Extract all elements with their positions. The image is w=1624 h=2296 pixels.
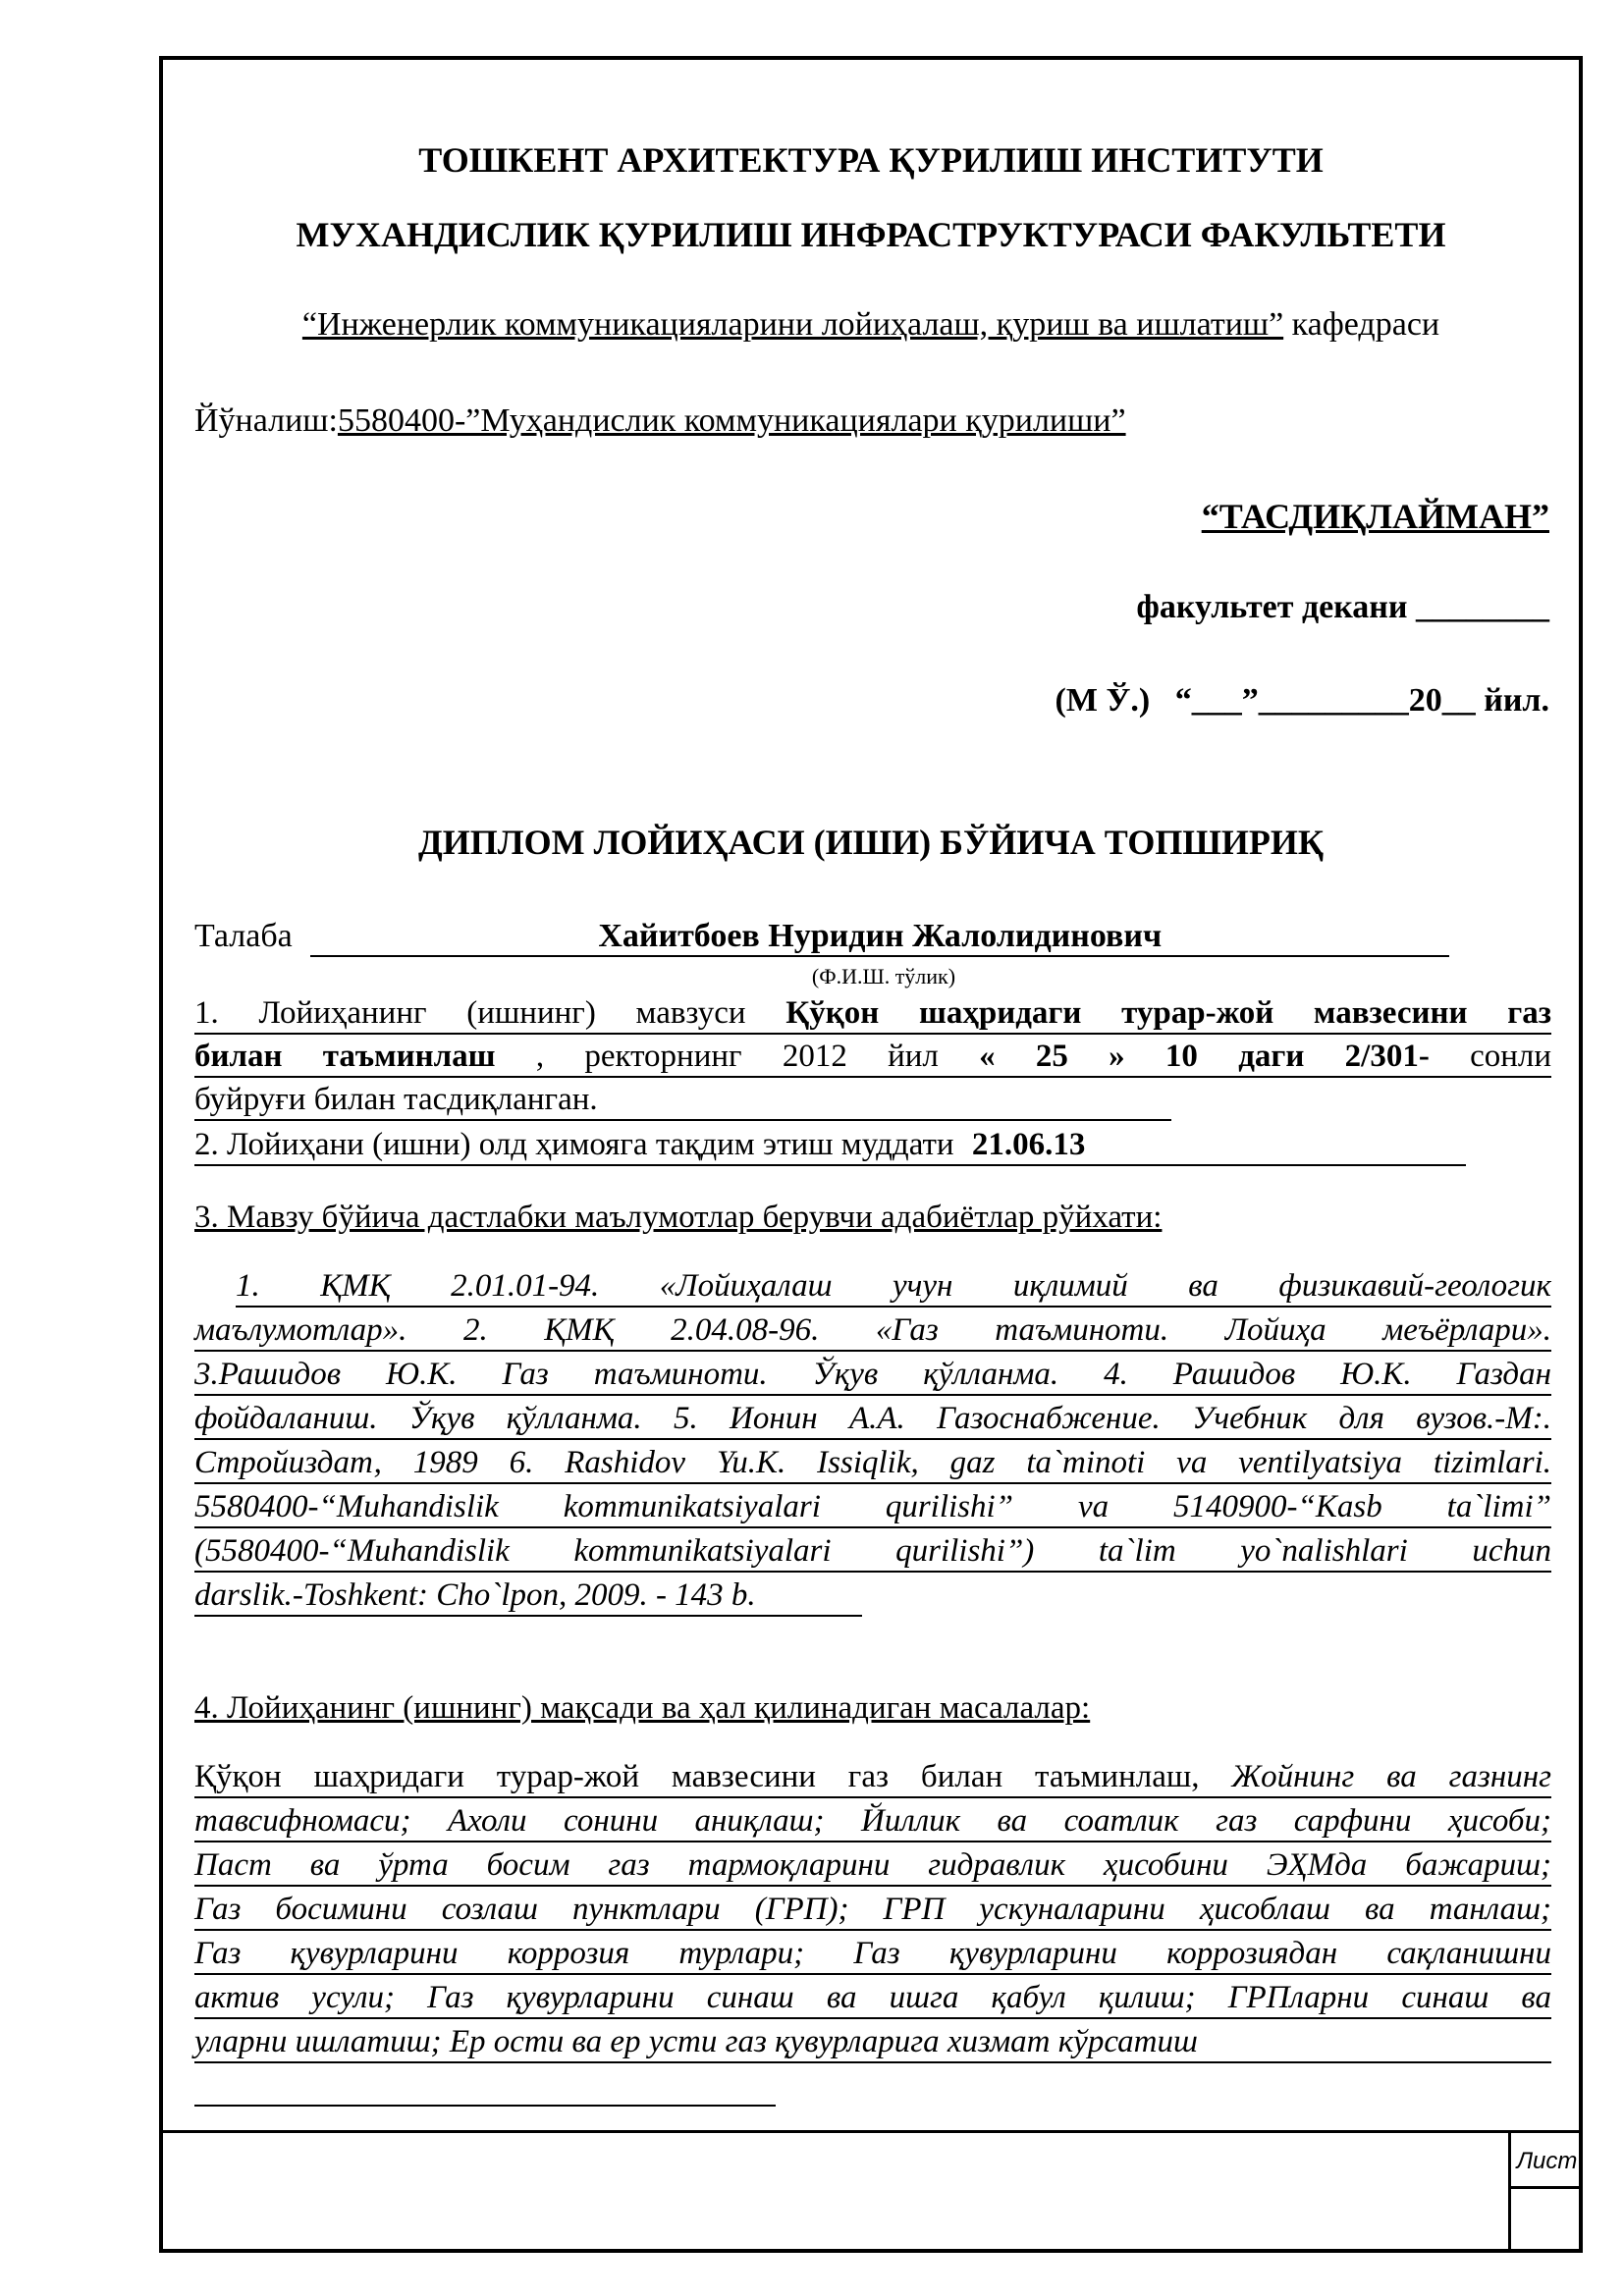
student-label: Талаба [194, 918, 293, 954]
literature-line: 1. ҚМҚ 2.01.01-94. «Лойиҳалаш учун иқлимий ва физикавий-геологик [236, 1266, 1551, 1308]
sheet-number-box [1508, 2130, 1583, 2253]
title-block-divider [159, 2130, 1583, 2133]
objectives-line: актив усули; Газ қувурларини синаш ва ишга қабул қилиш; ГРПларни синаш ва [194, 1978, 1551, 2019]
item-1-rector-order: , ректорнинг 2012 йил [535, 1039, 939, 1074]
objectives-first-task: Жойнинг ва газнинг [1231, 1759, 1552, 1794]
department-suffix: кафедраси [1283, 306, 1440, 343]
objectives-line: Газ босимини созлаш пунктлари (ГРП); ГРП ускуналарини ҳисоблаш ва танлаш; [194, 1890, 1551, 1931]
item-4-heading: 4. Лойиҳанинг (ишнинг) мақсади ва ҳал қилинадиган масалалар: [194, 1690, 1091, 1726]
item-2-date: 21.06.13 [971, 1127, 1086, 1162]
item-1-topic-part-2: билан таъминлаш [194, 1039, 496, 1074]
item-1-order-suffix: сонли [1470, 1039, 1552, 1074]
approval-date-line: (М Ў.) “___”_________20__ йил. [1055, 682, 1549, 719]
literature-line: 5580400-“Muhandislik kommunikatsiyalari qurilishi” va 5140900-“Kasb ta`limi” [194, 1487, 1551, 1528]
objectives-line: тавсифномаси; Ахоли сонини аниқлаш; Йиллик ва соатлик газ сарфини ҳисоби; [194, 1801, 1551, 1842]
direction-label: Йўналиш: [194, 402, 338, 439]
literature-line: Стройиздат, 1989 6. Rashidov Yu.K. Issiqlik, gaz ta`minoti va ventilyatsiya tizimlari. [194, 1443, 1551, 1484]
dean-line: факультет декани ________ [1136, 589, 1549, 625]
faculty-title: МУХАНДИСЛИК ҚУРИЛИШ ИНФРАСТРУКТУРАСИ ФАКУЛЬТЕТИ [296, 215, 1446, 254]
approval-title: “ТАСДИҚЛАЙМАН” [1201, 497, 1549, 536]
item-2-text: 2. Лойиҳани (ишни) олд ҳимояга тақдим этиш муддати [194, 1127, 954, 1162]
student-row [194, 918, 1449, 957]
item-2-line [194, 1125, 1466, 1166]
item-1-order-number: « 25 » 10 даги 2/301- [979, 1039, 1430, 1074]
department-name: “Инженерлик коммуникацияларини лойиҳалаш, қуриш ва ишлатиш” [301, 306, 1284, 343]
item-1-topic-part-1: Қўқон шаҳридаги турар-жой мавзесини газ [785, 995, 1551, 1031]
literature-line: (5580400-“Muhandislik kommunikatsiyalari qurilishi”) ta`lim yo`nalishlari uchun [194, 1531, 1551, 1573]
item-3-heading: 3. Мавзу бўйича дастлабки маълумотлар берувчи адабиётлар рўйхати: [194, 1200, 1163, 1235]
objectives-line: Газ қувурларини коррозия турлари; Газ қувурларини коррозиядан сақланишни [194, 1934, 1551, 1975]
student-name: Хайитбоев Нуридин Жалолидинович [310, 918, 1449, 957]
objectives-main-topic: Қўқон шаҳридаги турар-жой мавзесини газ билан таъминлаш, [194, 1759, 1232, 1794]
literature-line: фойдаланиш. Ўқув қўлланма. 5. Ионин А.А. Газоснабжение. Учебник для вузов.-М:. [194, 1399, 1551, 1440]
literature-line: darslik.-Toshkent: Cho`lpon, 2009. - 143 b. [194, 1575, 862, 1617]
objectives-line [194, 1757, 1551, 1798]
objectives-blank-line [194, 2069, 776, 2107]
sheet-label: Лист [1516, 2148, 1578, 2174]
item-1-line-2 [194, 1037, 1551, 1078]
literature-line: 3.Рашидов Ю.К. Газ таъминоти. Ўқув қўлланма. 4. Рашидов Ю.К. Газдан [194, 1355, 1551, 1396]
literature-line: маълумотлар». 2. ҚМҚ 2.04.08-96. «Газ таъминоти. Лойиҳа меъёрлари». [194, 1310, 1551, 1352]
item-1-line-3: буйруғи билан тасдиқланган. [194, 1080, 1171, 1121]
objectives-line: уларни ишлатиш; Ер ости ва ер усти газ қувурларига хизмат кўрсатиш [194, 2022, 1551, 2063]
item-1-line-1 [194, 993, 1551, 1035]
sheet-box-divider [1511, 2186, 1583, 2189]
department-line [159, 306, 1583, 344]
document-title: ДИПЛОМ ЛОЙИҲАСИ (ИШИ) БЎЙИЧА ТОПШИРИҚ [418, 823, 1324, 862]
direction-line [194, 402, 1126, 440]
objectives-line: Паст ва ўрта босим газ тармоқларини гидравлик ҳисобини ЭҲМда бажариш; [194, 1845, 1551, 1887]
direction-value: 5580400-”Муҳандислик коммуникациялари қурилиши” [337, 402, 1126, 439]
student-caption: (Ф.И.Ш. тўлик) [811, 964, 956, 988]
item-1-topic-label: 1. Лойиҳанинг (ишнинг) мавзуси [194, 995, 786, 1031]
institute-title: ТОШКЕНТ АРХИТЕКТУРА ҚУРИЛИШ ИНСТИТУТИ [418, 140, 1324, 180]
